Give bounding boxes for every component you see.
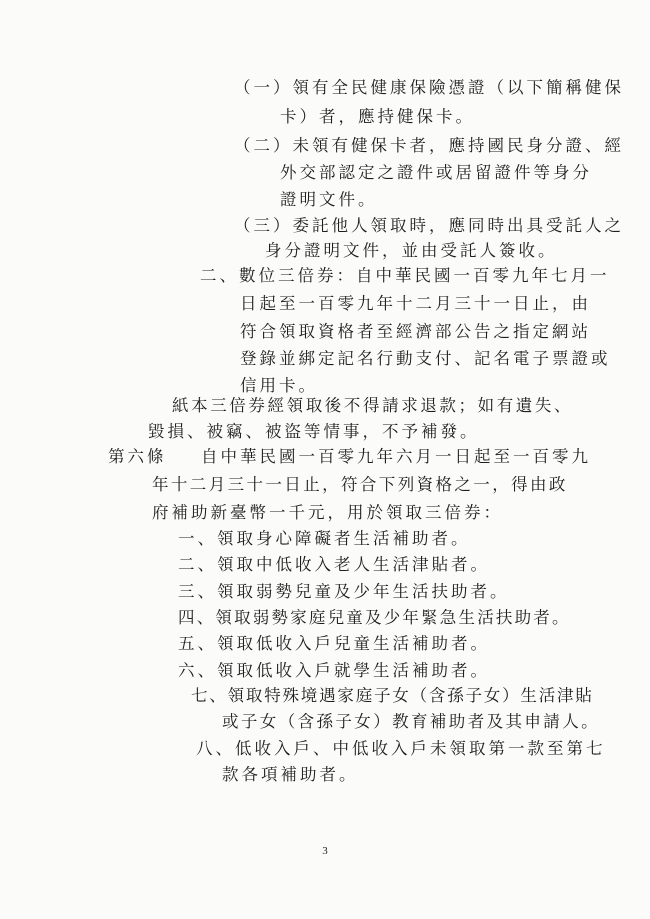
- text-line: 信用卡。: [240, 376, 318, 395]
- text-line: 府補助新臺幣一千元，用於領取三倍券：: [152, 503, 503, 522]
- text-line: 符合領取資格者至經濟部公告之指定網站: [240, 322, 591, 341]
- text-line: 外交部認定之證件或居留證件等身分: [280, 163, 592, 182]
- text-line: 登錄並綁定記名行動支付、記名電子票證或: [240, 349, 611, 368]
- text-line: 紙本三倍券經領取後不得請求退款；如有遺失、: [172, 396, 574, 415]
- list-item: 二、領取中低收入老人生活津貼者。: [178, 555, 490, 574]
- list-item-continuation: 款各項補助者。: [222, 765, 359, 784]
- list-item: 六、領取低收入戶就學生活補助者。: [178, 661, 490, 680]
- text-line: 二、數位三倍券：自中華民國一百零九年七月一: [200, 266, 610, 285]
- list-item: 八、低收入戶、中低收入戶未領取第一款至第七: [196, 739, 606, 758]
- text-line: 自中華民國一百零九年六月一日起至一百零九: [201, 447, 591, 466]
- text-line: 年十二月三十一日止，符合下列資格之一，得由政: [152, 475, 568, 494]
- text-line: （一）領有全民健康保險憑證（以下簡稱健保: [234, 78, 624, 97]
- list-item: 一、領取身心障礙者生活補助者。: [178, 529, 471, 548]
- page-number: 3: [322, 845, 328, 857]
- text-line: （二）未領有健保卡者，應持國民身分證、經: [234, 136, 624, 155]
- text-line: （三）委託他人領取時，應同時出具受託人之: [234, 216, 624, 235]
- text-line: 毀損、被竊、被盜等情事，不予補發。: [148, 422, 480, 441]
- text-line: 日起至一百零九年十二月三十一日止，由: [240, 294, 591, 313]
- text-line: 卡）者，應持健保卡。: [280, 107, 475, 126]
- list-item: 五、領取低收入戶兒童生活補助者。: [178, 634, 490, 653]
- text-line: 證明文件。: [280, 190, 378, 209]
- list-item: 七、領取特殊境遇家庭子女（含孫子女）生活津貼: [191, 686, 594, 705]
- article-heading: 第六條: [108, 447, 167, 466]
- list-item: 四、領取弱勢家庭兒童及少年緊急生活扶助者。: [178, 608, 571, 627]
- text-line: 身分證明文件，並由受託人簽收。: [265, 241, 558, 260]
- list-item-continuation: 或子女（含孫子女）教育補助者及其申請人。: [222, 712, 600, 731]
- list-item: 三、領取弱勢兒童及少年生活扶助者。: [178, 582, 510, 601]
